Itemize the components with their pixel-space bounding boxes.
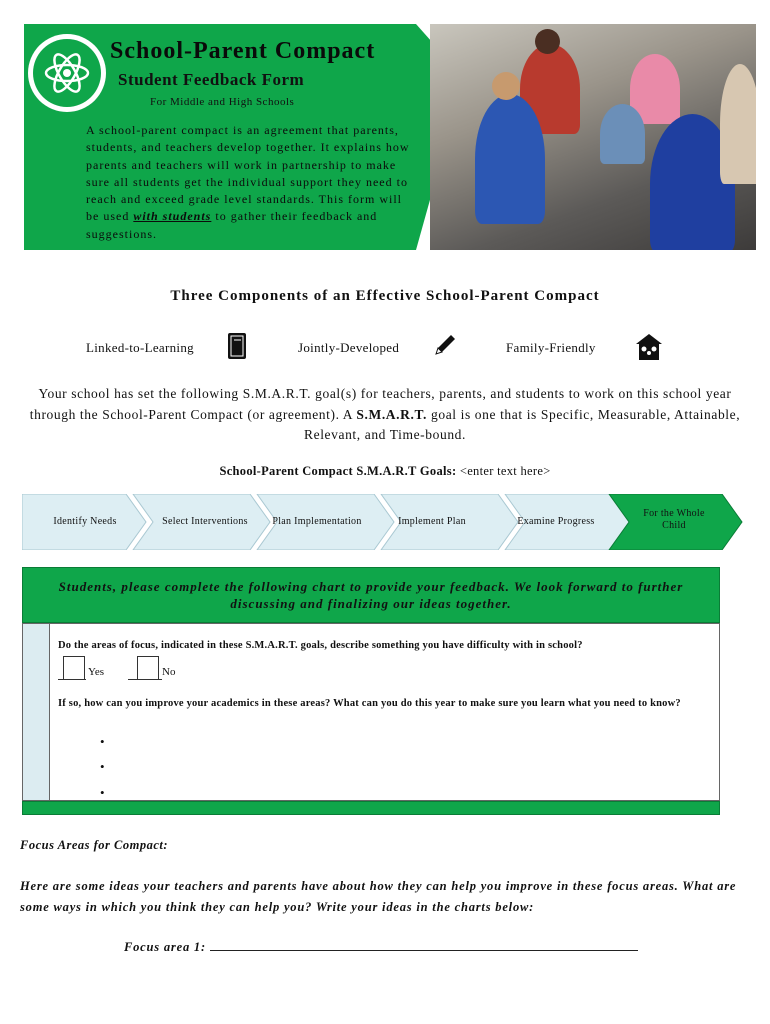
component-label-jointly: Jointly-Developed	[298, 340, 400, 355]
process-step-label-6: For the Whole Child	[643, 508, 705, 531]
family-icon	[634, 332, 662, 360]
process-step-label-1: Identify Needs	[53, 515, 117, 527]
feedback-side-bar	[23, 624, 50, 800]
no-label: No	[162, 666, 176, 678]
goals-label: School-Parent Compact S.M.A.R.T Goals:	[219, 464, 457, 478]
question-improve: If so, how can you improve your academics in these areas? What can you do this year to make sure you learn what you need to know?	[58, 698, 681, 709]
focus-area-1-field[interactable]	[210, 938, 638, 951]
answer-bullet-2[interactable]: •	[100, 759, 105, 774]
process-step-label-5: Examine Progress	[517, 515, 595, 527]
process-step-label-3: Plan Implementation	[272, 515, 362, 527]
process-step-label-2: Select Interventions	[162, 515, 248, 527]
focus-area-1: Focus area 1:	[124, 938, 638, 955]
pencil-icon	[432, 332, 460, 360]
yes-checkbox[interactable]	[63, 656, 85, 680]
intro-paragraph: A school-parent compact is an agreement that parents, students, and teachers develop together. It explains how parents and teachers will work in partnership to make sure all students get the individual support they need to reach and exceed grade level standards. This form will be used with students to gather their feedback and suggestions.	[86, 123, 410, 241]
audience-label: For Middle and High Schools	[150, 96, 295, 108]
students-photo	[430, 24, 756, 250]
page-title: School-Parent Compact	[110, 38, 376, 64]
notebook-icon	[226, 332, 254, 360]
smart-goals-line	[0, 464, 770, 479]
answer-bullet-1[interactable]: •	[100, 734, 105, 749]
component-label-linked: Linked-to-Learning	[86, 340, 194, 355]
smart-paragraph: Your school has set the following S.M.A.R.T. goal(s) for teachers, parents, and students to work on this school year through the School-Parent Compact (or agreement). A S.M.A.R.T. goal is one that is Specific, Measurable, Attainable, Relevant, and Time-bound.	[29, 386, 741, 442]
focus-areas-text: Here are some ideas your teachers and parents have about how they can help you improve in these focus areas. What are some ways in which you think they can help you? Write your ideas in the charts below:	[20, 879, 737, 914]
process-step-label-4: Implement Plan	[398, 515, 466, 527]
intro-emphasis: with students	[133, 209, 212, 224]
yes-label: Yes	[88, 666, 105, 678]
feedback-header: Students, please complete the following chart to provide your feedback. We look forward to further discussing and finalizing our ideas together.	[22, 567, 720, 623]
goals-placeholder[interactable]: <enter text here>	[459, 464, 551, 478]
no-checkbox[interactable]	[137, 656, 159, 680]
question-difficulty: Do the areas of focus, indicated in these S.M.A.R.T. goals, describe something you have difficulty with in school?	[58, 640, 583, 651]
component-label-family: Family-Friendly	[506, 340, 596, 355]
form-subtitle: Student Feedback Form	[118, 70, 305, 89]
components-heading: Three Components of an Effective School-Parent Compact	[170, 288, 600, 304]
focus-areas-title: Focus Areas for Compact:	[20, 838, 168, 852]
atom-icon	[33, 39, 101, 107]
logo	[28, 34, 106, 112]
feedback-footer-bar	[22, 801, 720, 815]
answer-bullet-3[interactable]: •	[100, 785, 105, 800]
